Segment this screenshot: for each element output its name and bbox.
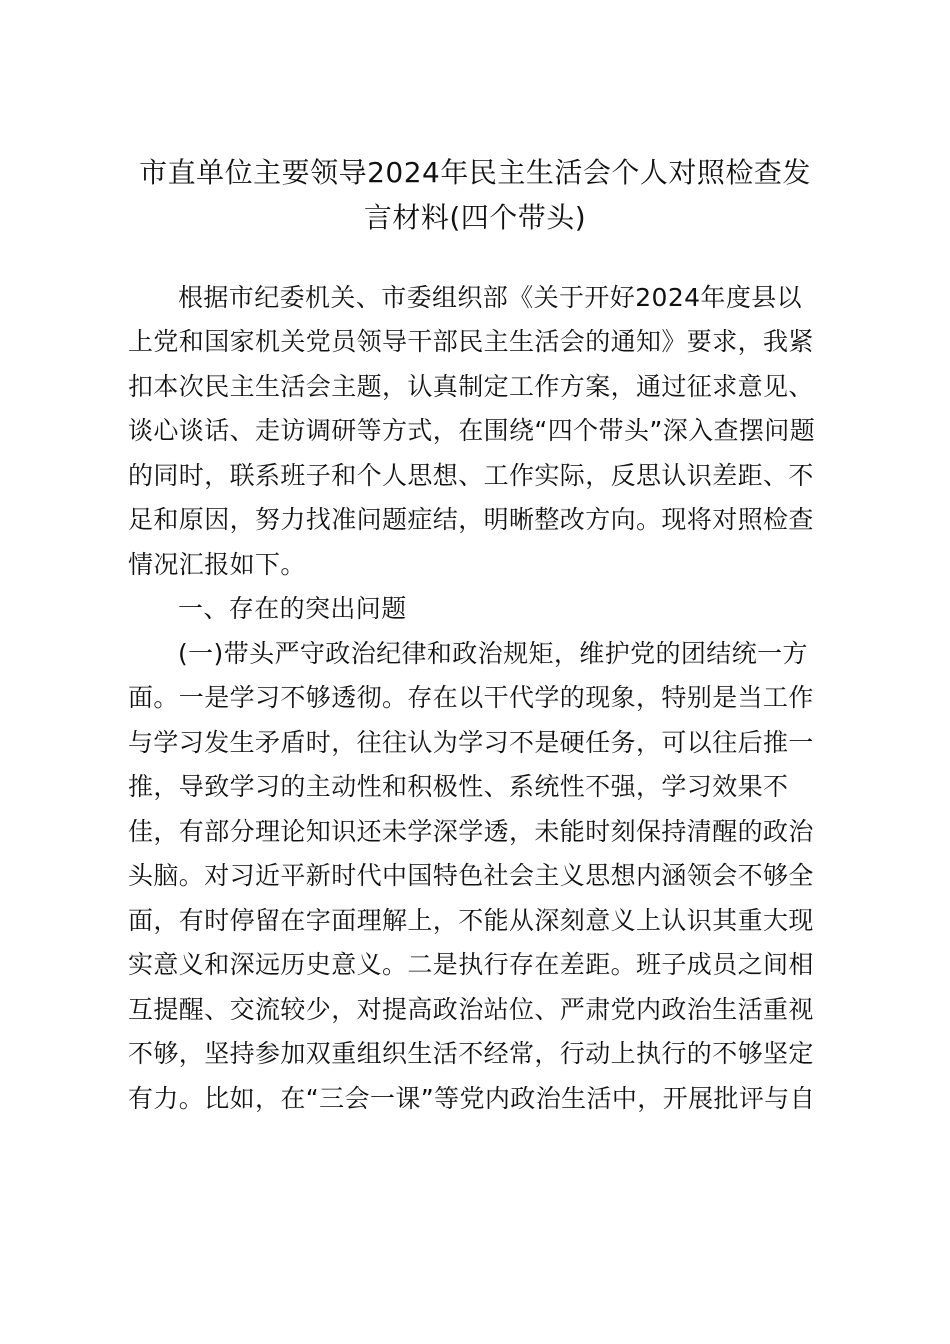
- paragraph-line: (一)带头严守政治纪律和政治规矩，维护党的团结统一方: [178, 639, 808, 668]
- paragraph-line: 互提醒、交流较少，对提高政治站位、严肃党内政治生活重视: [128, 995, 814, 1024]
- paragraph-line: 推，导致学习的主动性和积极性、系统性不强，学习效果不: [128, 772, 789, 801]
- paragraph-line: 扣本次民主生活会主题，认真制定工作方案，通过征求意见、: [128, 372, 814, 401]
- paragraph-line: 上党和国家机关党员领导干部民主生活会的通知》要求，我紧: [128, 327, 814, 356]
- paragraph-line: 实意义和深远历史意义。二是执行存在差距。班子成员之间相: [128, 950, 814, 979]
- paragraph-line: 头脑。对习近平新时代中国特色社会主义思想内涵领会不够全: [128, 861, 814, 890]
- document-title: [120, 150, 830, 240]
- section-heading: 一、存在的突出问题: [178, 594, 407, 623]
- paragraph-line: 佳，有部分理论知识还未学深学透，未能时刻保持清醒的政治: [128, 817, 814, 846]
- paragraph-line: 面。一是学习不够透彻。存在以干代学的现象，特别是当工作: [128, 683, 814, 712]
- paragraph-line: 有力。比如，在“三会一课”等党内政治生活中，开展批评与自: [128, 1084, 816, 1113]
- paragraph-line: 足和原因，努力找准问题症结，明晰整改方向。现将对照检查: [128, 505, 814, 534]
- paragraph-line: 谈心谈话、走访调研等方式，在围绕“四个带头”深入查摆问题: [128, 416, 816, 445]
- paragraph-line: 不够，坚持参加双重组织生活不经常，行动上执行的不够坚定: [128, 1039, 814, 1068]
- paragraph-line: 与学习发生矛盾时，往往认为学习不是硬任务，可以往后推一: [128, 728, 814, 757]
- paragraph-line: 的同时，联系班子和个人思想、工作实际，反思认识差距、不: [128, 461, 814, 490]
- title-line: 市直单位主要领导2024年民主生活会个人对照检查发: [139, 156, 811, 189]
- paragraph-line: 情况汇报如下。: [128, 550, 306, 579]
- paragraph-line: 面，有时停留在字面理解上，不能从深刻意义上认识其重大现: [128, 906, 814, 935]
- title-line: 言材料(四个带头): [363, 201, 587, 234]
- paragraph-line: 根据市纪委机关、市委组织部《关于开好2024年度县以: [178, 283, 803, 312]
